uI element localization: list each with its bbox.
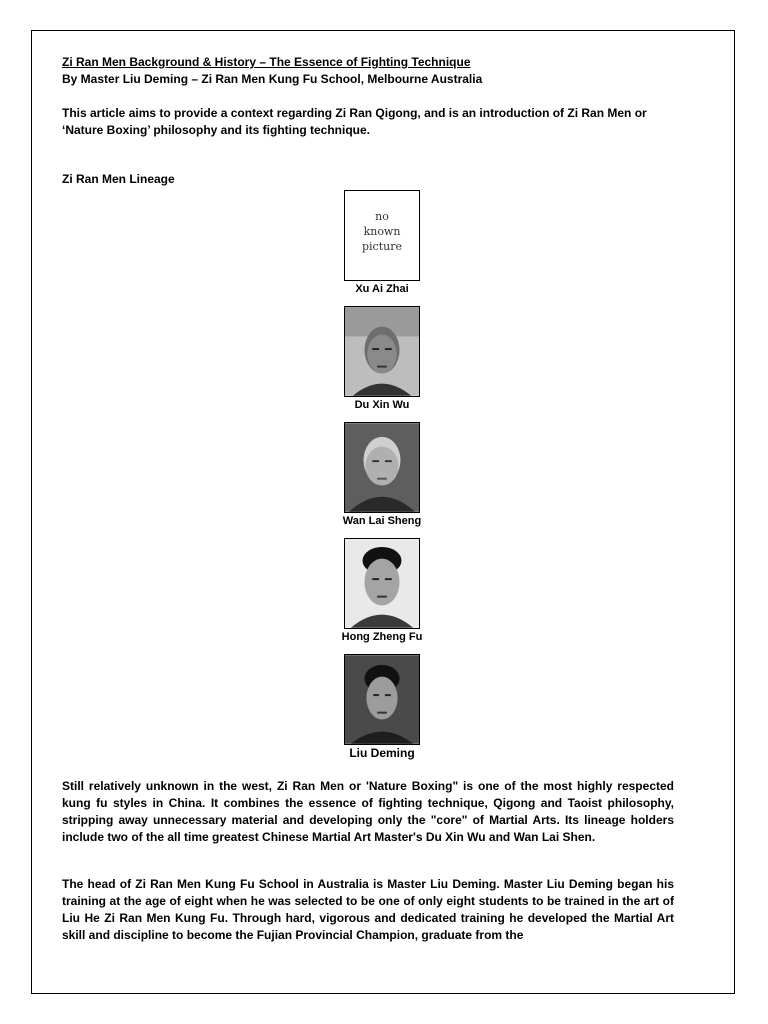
lineage-item-xu-ai-zhai (62, 190, 702, 296)
portrait-caption: Hong Zheng Fu (341, 631, 423, 643)
article-byline: By Master Liu Deming – Zi Ran Men Kung Fu School, Melbourne Australia (62, 72, 483, 86)
lineage-heading: Zi Ran Men Lineage (62, 172, 175, 186)
no-known-picture-placeholder (344, 190, 420, 281)
body-paragraph: Still relatively unknown in the west, Zi Ran Men or 'Nature Boxing" is one of the most highly respected kung fu styles in China. It combines the essence of fighting technique, Qigong and Taoist philosophy, stripping away unnecessary material and developing only the "core" of Martial Arts. Its lineage holders include two of the all time greatest Chinese Martial Art Master's Du Xin Wu and Wan Lai Shen. (62, 779, 674, 844)
placeholder-line: picture (362, 240, 402, 253)
portrait-photo (344, 306, 420, 397)
lineage-item-hong-zheng-fu (62, 538, 702, 644)
portrait-image (345, 307, 419, 396)
portrait-photo (344, 422, 420, 513)
intro-paragraph: This article aims to provide a context regarding Zi Ran Qigong, and is an introduction of Zi Ran Men or ‘Nature Boxing’ philosophy and its fighting technique. (62, 106, 647, 137)
portrait-caption: Du Xin Wu (354, 399, 410, 411)
portrait-caption: Wan Lai Sheng (342, 515, 422, 527)
portrait-photo (344, 538, 420, 629)
portrait-caption: Liu Deming (349, 746, 415, 760)
lineage-item-wan-lai-sheng (62, 422, 702, 528)
portrait-photo (344, 654, 420, 745)
portrait-image (345, 423, 419, 512)
article-title: Zi Ran Men Background & History – The Essence of Fighting Technique (62, 55, 471, 69)
portrait-image (345, 539, 419, 628)
document-header (62, 54, 674, 188)
placeholder-line: no (375, 210, 389, 223)
portrait-image (345, 655, 419, 744)
portrait-caption: Xu Ai Zhai (355, 283, 409, 295)
body-paragraph: The head of Zi Ran Men Kung Fu School in Australia is Master Liu Deming. Master Liu Deming began his training at the age of eight when he was selected to be one of only eight students to be trained in the art of Liu He Zi Ran Men Kung Fu. Through hard, vigorous and dedicated training he developed the Martial Art skill and discipline to become the Fujian Provincial Champion, graduate from the (62, 877, 674, 942)
placeholder-line: known (363, 225, 401, 238)
lineage-item-liu-deming (62, 654, 702, 760)
lineage-item-du-xin-wu (62, 306, 702, 412)
